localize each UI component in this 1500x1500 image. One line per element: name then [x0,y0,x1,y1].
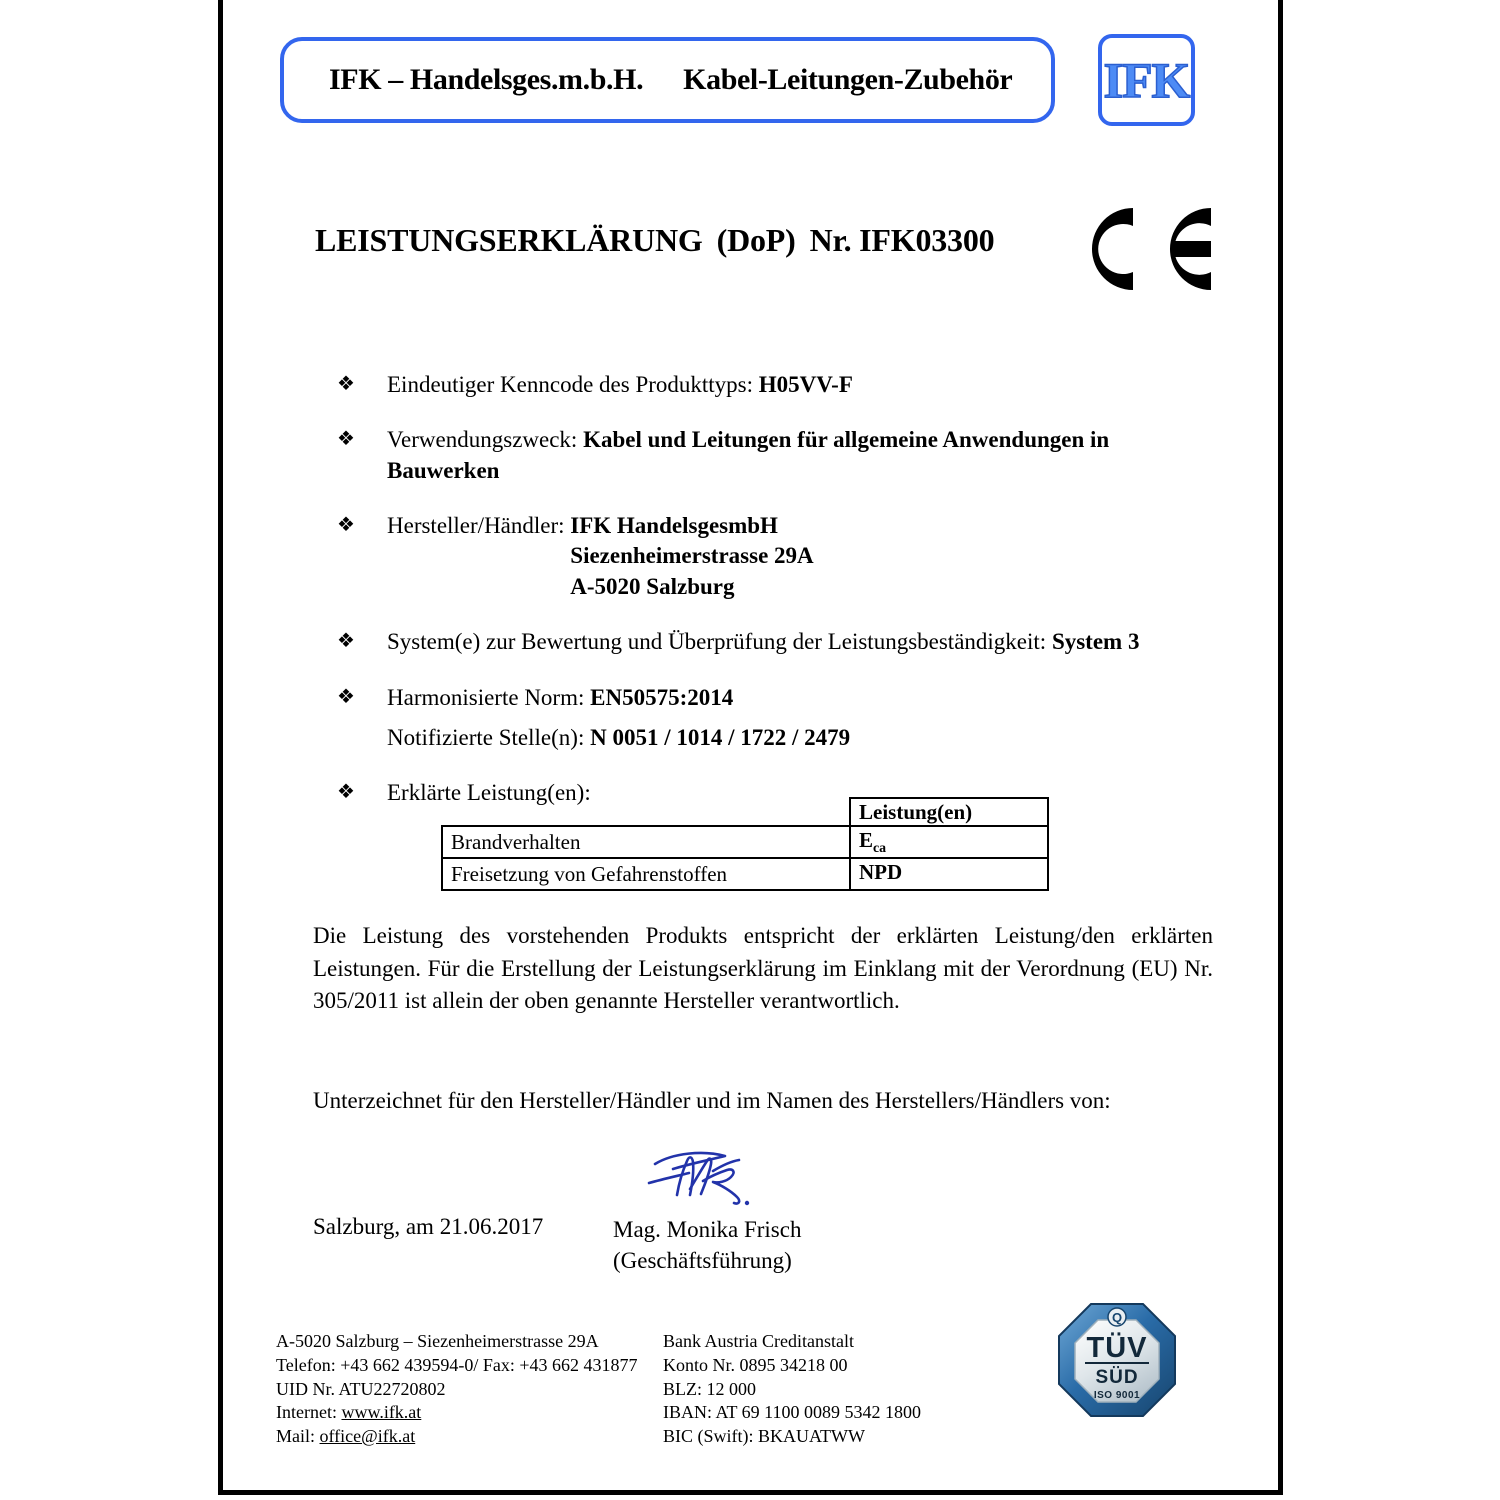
table-cell-performance [850,826,1048,858]
intended-use-value: Kabel und Leitungen für allgemeine Anwendungen in Bauwerken [387,427,1110,483]
ifk-logo-text: IFK [1103,52,1190,108]
manufacturer-line: Siezenheimerstrasse 29A [570,543,814,569]
footer-address: A-5020 Salzburg – Siezenheimerstrasse 29A [276,1331,599,1351]
signature-name-block [613,1214,801,1276]
manufacturer-line: A-5020 Salzburg [570,573,735,599]
handwritten-signature [643,1143,783,1215]
company-tagline: Kabel-Leitungen-Zubehör [683,63,1013,96]
signature-intro: Unterzeichnet für den Hersteller/Händler und im Namen des Herstellers/Händlers von: [313,1088,1111,1113]
bullet-avcp-system [315,627,1215,657]
footer-mail-label: Mail: [276,1426,315,1446]
table-header-performance: Leistung(en) [850,798,1048,826]
table-cell-characteristic: Freisetzung von Gefahrenstoffen [442,858,850,890]
manufacturer-label: Hersteller/Händler: [387,513,565,539]
title-dop: (DoP) [716,222,796,258]
signature-place-date: Salzburg, am 21.06.2017 [313,1214,544,1239]
document-page [218,0,1283,1495]
bullet-product-code [315,370,1215,400]
performance-value: E [859,828,874,853]
table-header-row [442,798,1048,826]
declared-performance-label: Erklärte Leistung(en): [387,780,591,806]
diamond-bullet-icon: ❖ [337,371,355,395]
email-link[interactable]: office@ifk.at [319,1426,416,1446]
table-header-blank [442,798,850,826]
footer-bic: BIC (Swift): BKAUATWW [663,1426,865,1446]
tuv-line1: TÜV [1086,1332,1148,1364]
title-main: LEISTUNGSERKLÄRUNG [315,222,703,258]
diamond-bullet-icon: ❖ [337,683,355,708]
website-link[interactable]: www.ifk.at [341,1402,422,1423]
ce-mark-icon [1085,200,1215,298]
declaration-bullet-list [315,370,1215,834]
header-banner [280,37,1055,123]
bullet-harmonised-standard [315,683,1215,713]
product-code-value: H05VV-F [758,372,853,397]
title-number: Nr. IFK03300 [809,222,995,258]
tuv-sud-iso9001-badge [1053,1298,1181,1420]
manufacturer-address [570,511,813,602]
diamond-bullet-icon: ❖ [337,426,355,451]
signer-role: (Geschäftsführung) [613,1248,792,1274]
notified-body-value: N 0051 / 1014 / 1722 / 2479 [590,724,851,750]
tuv-line3: ISO 9001 [1093,1390,1141,1401]
table-row [442,858,1048,890]
footer-blz: BLZ: 12 000 [663,1378,756,1399]
standard-label: Harmonisierte Norm: [387,684,585,710]
footer-contact-column [276,1330,638,1449]
footer-iban: IBAN: AT 69 1100 0089 5342 1800 [663,1402,922,1423]
table-row [442,826,1048,858]
footer-internet-label: Internet: [276,1402,337,1423]
page-title [315,222,994,259]
avcp-value: System 3 [1051,629,1140,655]
footer-uid: UID Nr. ATU22720802 [276,1378,446,1399]
responsibility-statement: Die Leistung des vorstehenden Produkts entspricht der erklärten Leistung/den erklärten Leistungen. Für die Erstellung der Leistungserklärung im Einklang mit der Verordnung (EU) Nr. 305/2011 ist allein der oben genannte Hersteller verantwortlich. [313,923,1213,1014]
footer-account-number: Konto Nr. 0895 34218 00 [663,1354,848,1375]
table-cell-performance [850,858,1048,890]
diamond-bullet-icon: ❖ [337,628,355,653]
standard-value: EN50575:2014 [590,684,734,710]
product-code-label: Eindeutiger Kenncode des Produkttyps: [387,372,754,397]
notified-body-label: Notifizierte Stelle(n): [387,724,585,750]
bullet-manufacturer [315,511,1215,602]
avcp-label: System(e) zur Bewertung und Überprüfung der Leistungsbeständigkeit: [387,629,1047,655]
bullet-intended-use [315,425,1215,486]
notified-body-line [315,723,1215,753]
tuv-line2: SÜD [1095,1367,1139,1388]
performance-table [441,797,1049,891]
company-name: IFK – Handelsges.m.b.H. [329,63,644,96]
manufacturer-line: IFK HandelsgesmbH [570,513,778,539]
performance-subscript: ca [873,840,887,856]
signer-name: Mag. Monika Frisch [613,1217,802,1242]
footer-phone-fax: Telefon: +43 662 439594-0/ Fax: +43 662 431877 [276,1354,638,1375]
diamond-bullet-icon: ❖ [337,779,355,804]
table-cell-characteristic: Brandverhalten [442,826,850,858]
footer-mail [276,1425,638,1449]
ifk-logo [1098,34,1195,126]
footer-bank-column [663,1330,921,1449]
header-banner-text [329,63,1012,97]
diamond-bullet-icon: ❖ [337,512,355,537]
tuv-q-letter: Q [1111,1310,1123,1325]
intended-use-label: Verwendungszweck: [387,427,578,453]
footer-bank-name: Bank Austria Creditanstalt [663,1331,854,1351]
footer-internet [276,1401,638,1425]
performance-value: NPD [859,860,903,885]
